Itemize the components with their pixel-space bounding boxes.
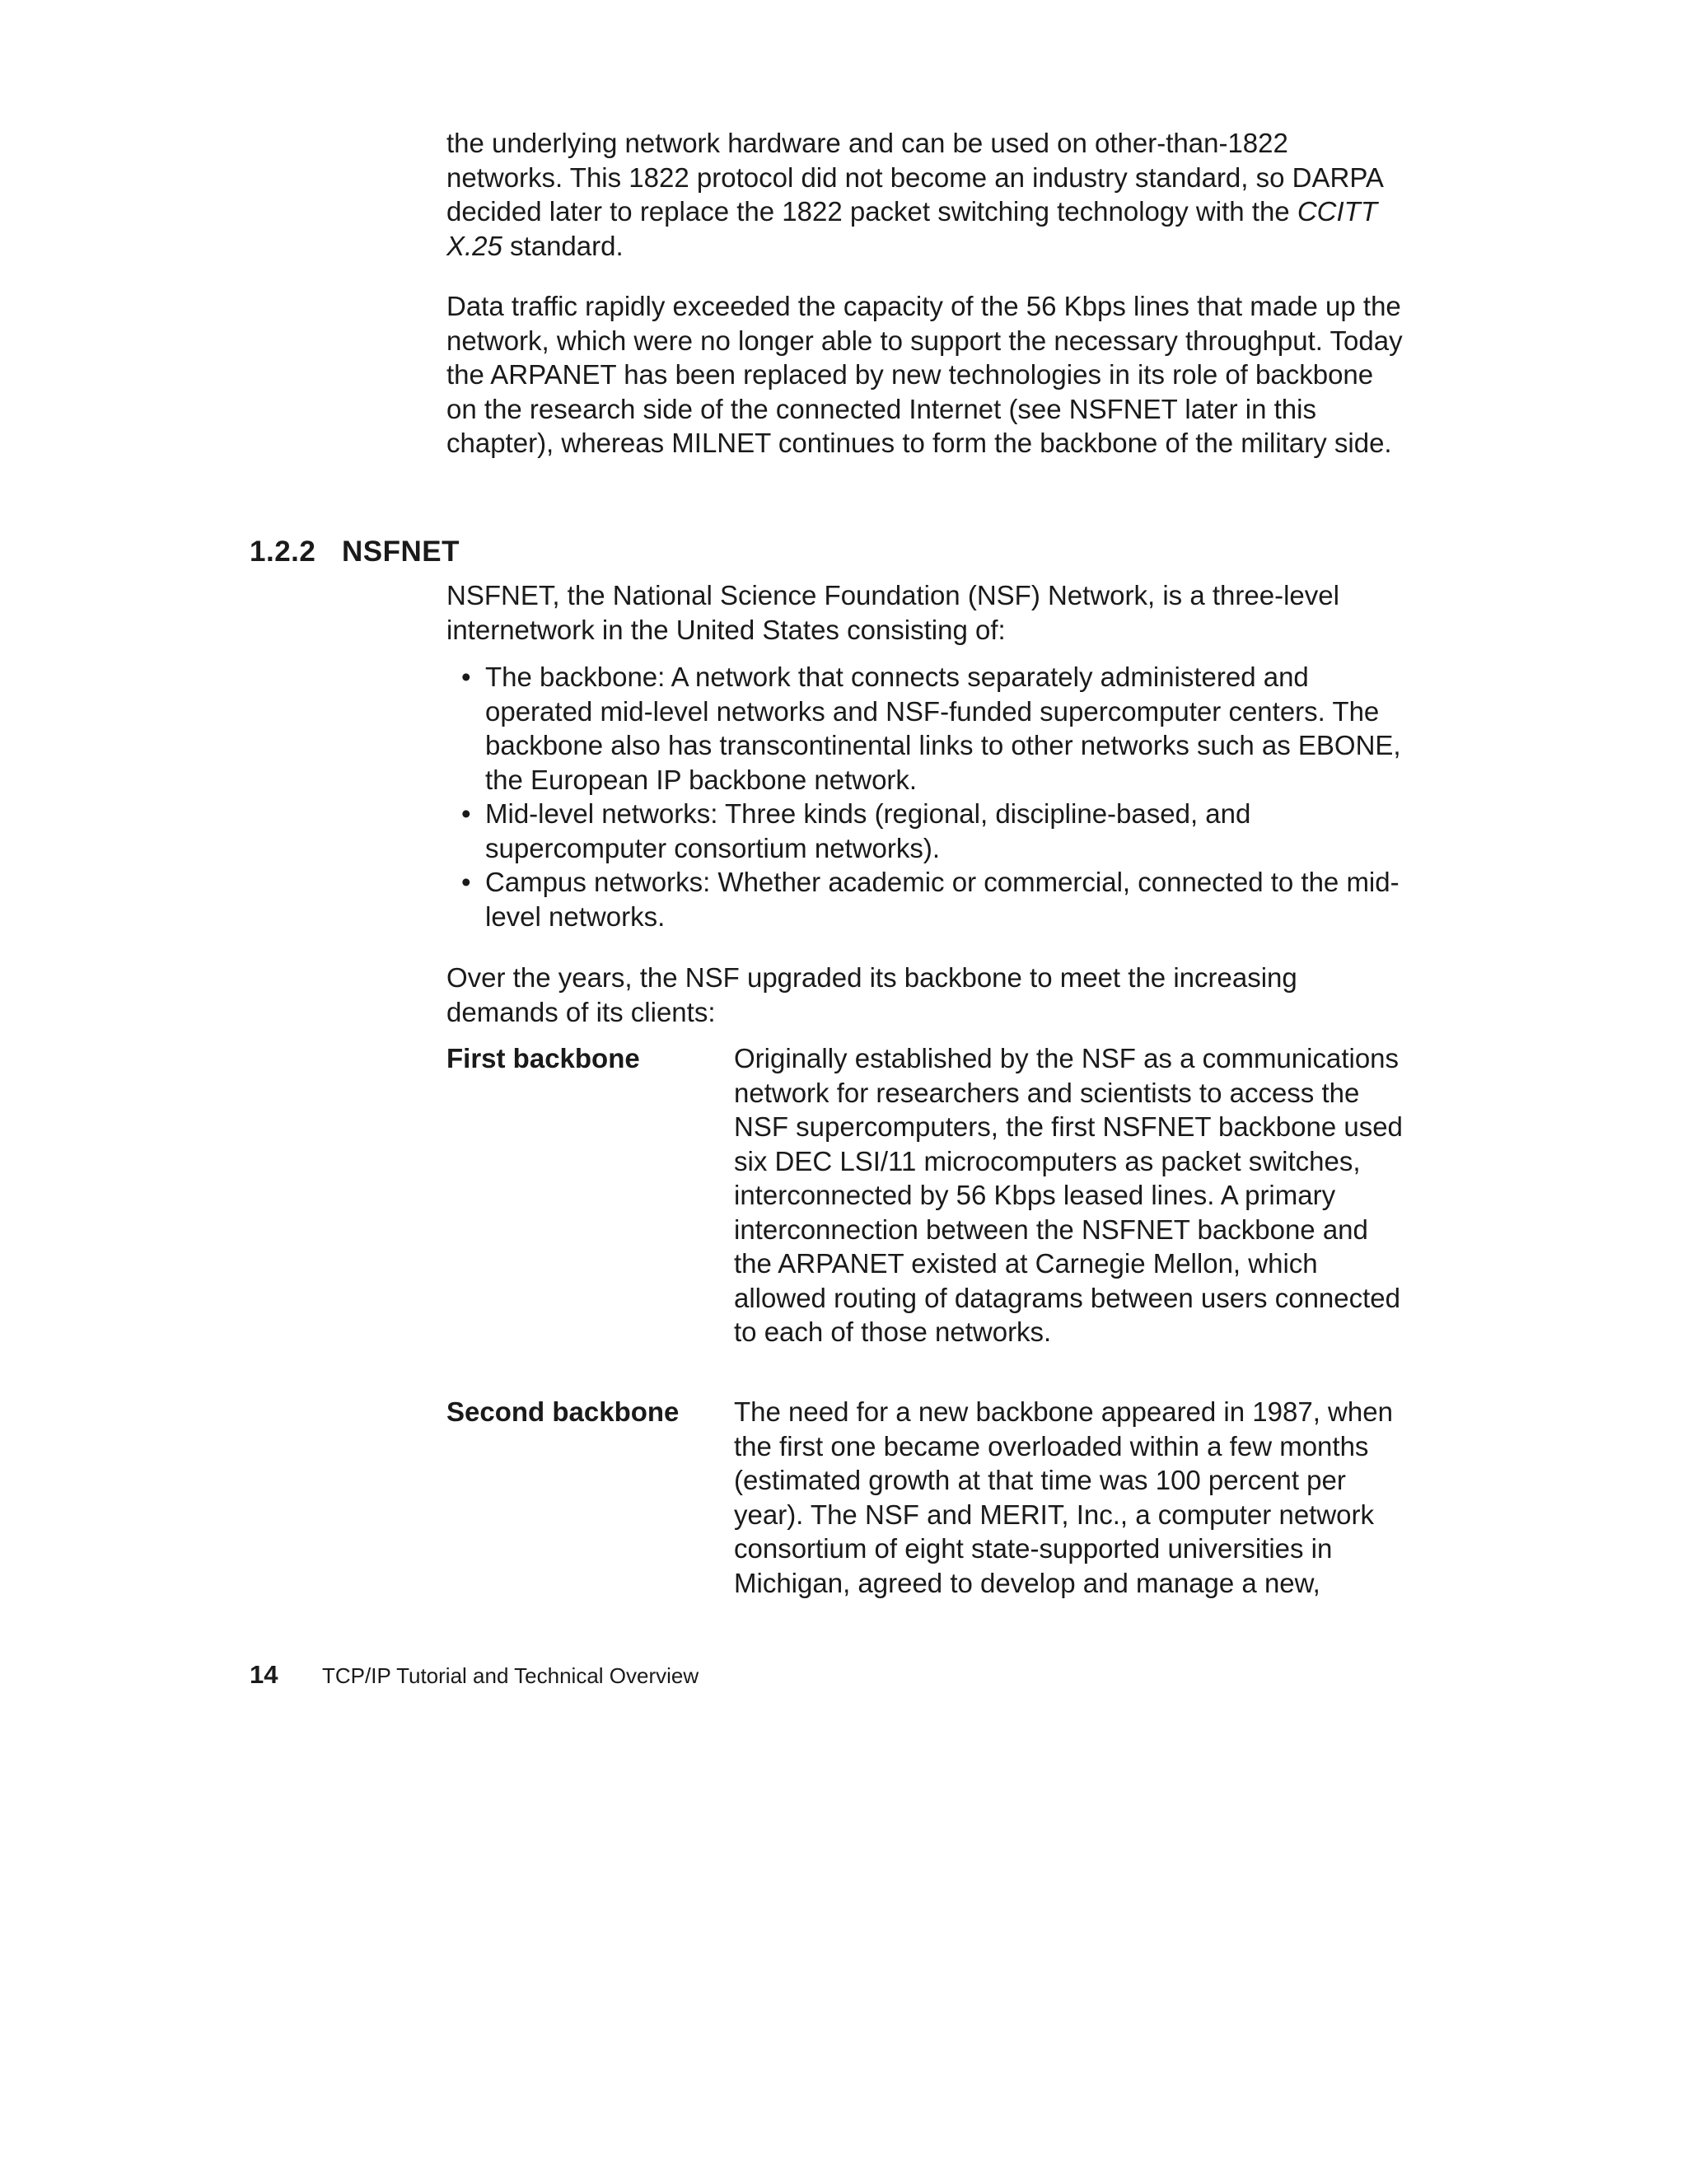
list-item-text: The backbone: A network that connects separately administered and operated mid-level networks and NSF-funded supercomputer centers. The backbone also has transcontinental links to other networks such as EBONE, the European IP backbone network. [485,662,1401,795]
definition-description: Originally established by the NSF as a communications network for researchers and scientists to access the NSF supercomputers, the first NSFNET backbone used six DEC LSI/11 microcomputers as packet switches, interconnected by 56 Kbps leased lines. A primary interconnection between the NSFNET backbone and the ARPANET existed at Carnegie Mellon, which allowed routing of datagrams between users connected to each of those networks. [734,1043,1403,1347]
definition-term: Second backbone [446,1396,680,1427]
page-footer [250,1661,699,1690]
bullet-list [446,660,1410,933]
paragraph-upgrades: Over the years, the NSF upgraded its backbone to meet the increasing demands of its clients: [446,962,1297,1027]
bullet-icon: • [461,867,471,897]
list-item-text: Mid-level networks: Three kinds (regional, discipline-based, and supercomputer consortium networks). [485,798,1251,863]
paragraph-text: the underlying network hardware and can be used on other-than-1822 networks. This 1822 protocol did not become an industry standard, so DARPA decided later to replace the 1822 packet switching technology with the [446,128,1383,227]
list-item-text: Campus networks: Whether academic or commercial, connected to the mid-level networks. [485,867,1400,932]
section-heading [250,535,460,568]
definition-description: The need for a new backbone appeared in 1987, when the first one became overloaded within a few months (estimated growth at that time was 100 percent per year). The NSF and MERIT, Inc., a computer network consortium of eight state-supported universities in Michigan, agreed to develop and manage a new, [734,1396,1393,1598]
bullet-icon: • [461,662,471,692]
paragraph-text: standard. [502,230,624,261]
book-title: TCP/IP Tutorial and Technical Overview [322,1663,699,1688]
paragraph-1822-protocol [446,126,1410,276]
definition-term: First backbone [446,1043,640,1073]
page-number: 14 [250,1660,278,1689]
paragraph-nsfnet-intro: NSFNET, the National Science Foundation (NSF) Network, is a three-level internetwork in the United States consisting of: [446,580,1339,645]
section-number: 1.2.2 [250,535,316,568]
italic-term: CCITT X.25 [446,196,1377,261]
section-title: NSFNET [342,535,460,568]
list-item [446,865,1410,933]
list-item [446,660,1410,797]
list-item [446,797,1410,865]
bullet-icon: • [461,798,471,829]
paragraph-data-traffic: Data traffic rapidly exceeded the capacity of the 56 Kbps lines that made up the network, which were no longer able to support the necessary throughput. Today the ARPANET has been replaced by new technologies in its role of backbone on the research side of the connected Internet (see NSFNET later in this chapter), whereas MILNET continues to form the backbone of the military side. [446,291,1403,458]
